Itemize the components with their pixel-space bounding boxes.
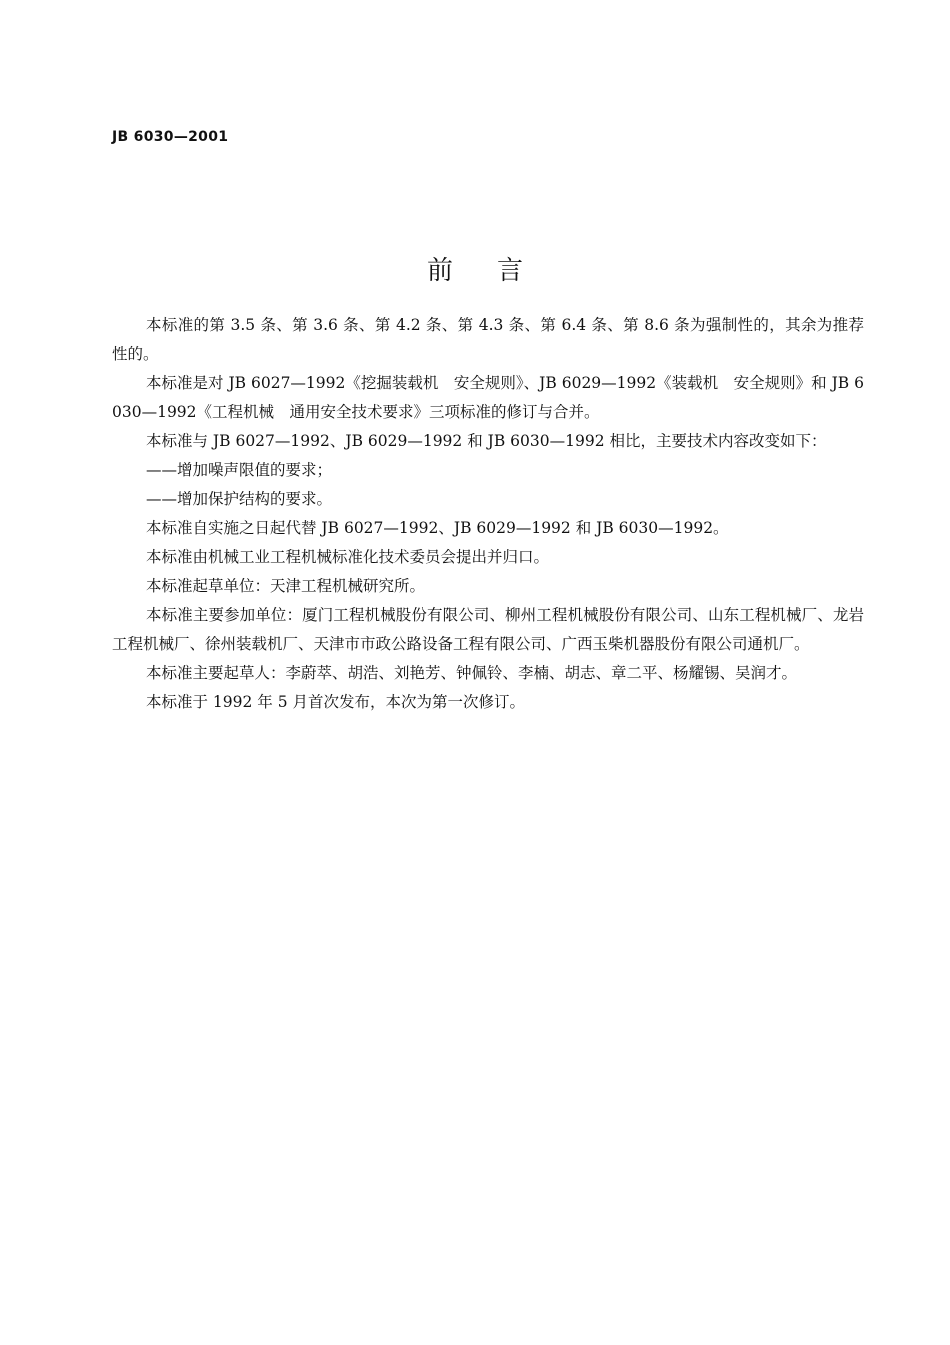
paragraph-drafters: 本标准主要起草人：李蔚萃、胡浩、刘艳芳、钟佩铃、李楠、胡志、章二平、杨耀锡、吴润才。 [146,664,798,682]
paragraph-participating-units: 本标准主要参加单位：厦门工程机械股份有限公司、柳州工程机械股份有限公司、山东工程机械厂、龙岩工程机械厂、徐州装载机厂、天津市市政公路设备工程有限公司、广西玉柴机器股份有限公司通机厂。 [112,606,864,653]
paragraph-replaces: 本标准自实施之日起代替 JB 6027—1992、JB 6029—1992 和 JB 6030—1992。 [146,519,729,537]
list-item-protective-structure: ——增加保护结构的要求。 [146,490,333,508]
page-title: 前言 [426,256,567,286]
standard-code-header: JB 6030—2001 [112,129,229,145]
paragraph-drafting-unit: 本标准起草单位：天津工程机械研究所。 [146,577,426,595]
list-item-noise-limit: ——增加噪声限值的要求； [146,461,333,479]
foreword-body [112,311,864,717]
paragraph-main-changes: 本标准与 JB 6027—1992、JB 6029—1992 和 JB 6030—1992 相比，主要技术内容改变如下： [146,432,827,450]
paragraph-revision-merge: 本标准是对 JB 6027—1992《挖掘装载机 安全规则》、JB 6029—1992《装载机 安全规则》和 JB 6030—1992《工程机械 通用安全技术要求》三项标准的修订与合并。 [112,374,864,421]
paragraph-first-issue: 本标准于 1992 年 5 月首次发布，本次为第一次修订。 [146,693,526,711]
paragraph-mandatory-clauses: 本标准的第 3.5 条、第 3.6 条、第 4.2 条、第 4.3 条、第 6.4 条、第 8.6 条为强制性的，其余为推荐性的。 [112,316,864,363]
paragraph-proposed-by: 本标准由机械工业工程机械标准化技术委员会提出并归口。 [146,548,550,566]
